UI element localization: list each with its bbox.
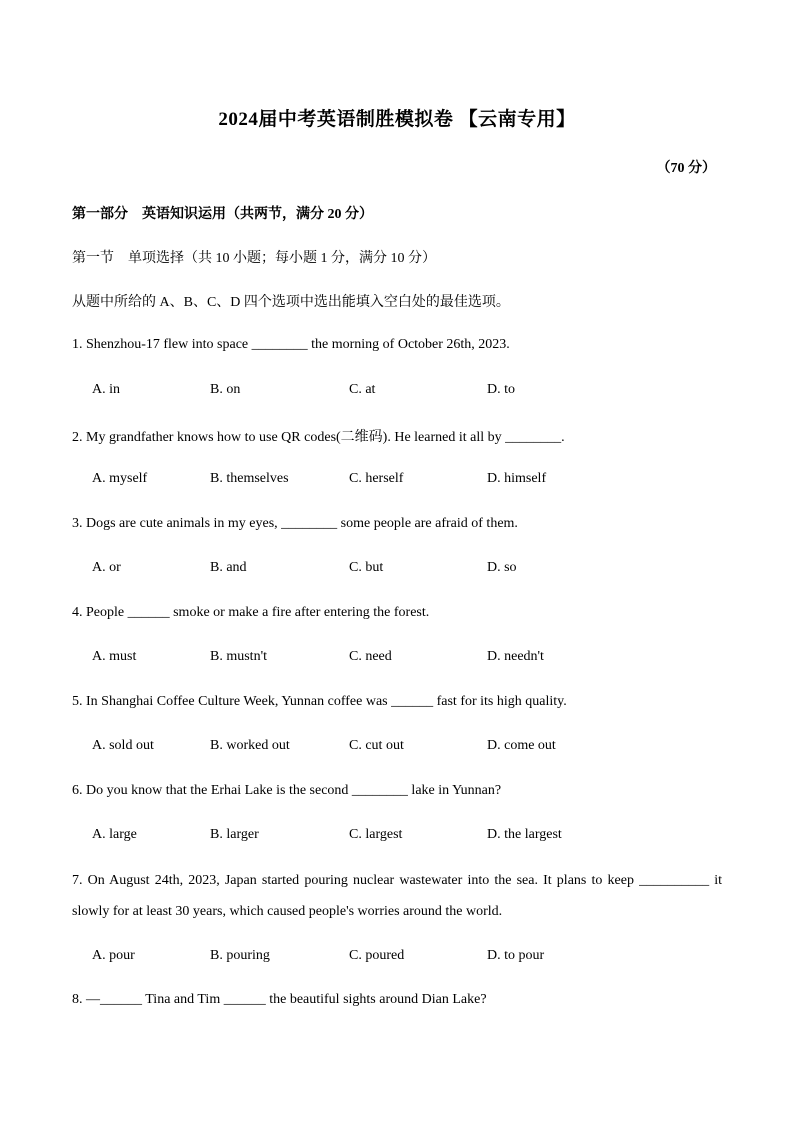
question-3-option-a: A. or	[92, 560, 121, 575]
question-5-option-b: B. worked out	[210, 738, 290, 753]
question-7-option-d: D. to pour	[487, 948, 545, 963]
question-2-option-b: B. themselves	[210, 471, 289, 486]
question-3-option-b: B. and	[210, 560, 247, 575]
question-6-stem: 6. Do you know that the Erhai Lake is the second ________ lake in Yunnan?	[72, 783, 502, 798]
question-2-stem: 2. My grandfather knows how to use QR codes(二维码). He learned it all by ________.	[72, 430, 565, 445]
section-one-heading: 第一节 单项选择（共 10 小题；每小题 1 分，满分 10 分）	[72, 251, 436, 266]
question-5-stem: 5. In Shanghai Coffee Culture Week, Yunnan coffee was ______ fast for its high quality.	[72, 694, 567, 709]
question-8-stem: 8. —______ Tina and Tim ______ the beautiful sights around Dian Lake?	[72, 992, 487, 1007]
question-3-option-c: C. but	[349, 560, 384, 575]
question-2-option-d: D. himself	[487, 471, 547, 486]
question-4-option-d: D. needn't	[487, 649, 544, 664]
question-6-option-b: B. larger	[210, 827, 259, 842]
question-3-stem: 3. Dogs are cute animals in my eyes, ________ some people are afraid of them.	[72, 516, 518, 531]
question-4-stem: 4. People ______ smoke or make a fire after entering the forest.	[72, 605, 430, 620]
question-6-option-d: D. the largest	[487, 827, 562, 842]
question-4-option-c: C. need	[349, 649, 392, 664]
question-2-option-a: A. myself	[92, 471, 148, 486]
question-1-option-a: A. in	[92, 382, 120, 397]
question-2-option-c: C. herself	[349, 471, 404, 486]
question-7-option-b: B. pouring	[210, 948, 270, 963]
question-4-option-b: B. mustn't	[210, 649, 267, 664]
question-7-option-c: C. poured	[349, 948, 405, 963]
question-1-option-c: C. at	[349, 382, 376, 397]
total-score: （70 分）	[656, 161, 716, 176]
question-1-stem: 1. Shenzhou-17 flew into space ________ the morning of October 26th, 2023.	[72, 337, 510, 352]
question-5-option-a: A. sold out	[92, 738, 154, 753]
question-3-option-d: D. so	[487, 560, 517, 575]
part-one-heading: 第一部分 英语知识运用（共两节，满分 20 分）	[72, 207, 373, 222]
question-7-stem: 7. On August 24th, 2023, Japan started pouring nuclear wastewater into the sea. It plans to keep __________ it slowly for at least 30 years, which caused people's worries around the world.	[72, 873, 722, 919]
question-1-option-d: D. to	[487, 382, 515, 397]
question-4-option-a: A. must	[92, 649, 137, 664]
instruction-text: 从题中所给的 A、B、C、D 四个选项中选出能填入空白处的最佳选项。	[72, 295, 510, 310]
question-5-option-c: C. cut out	[349, 738, 404, 753]
question-5-option-d: D. come out	[487, 738, 556, 753]
question-6-option-c: C. largest	[349, 827, 403, 842]
question-6-option-a: A. large	[92, 827, 137, 842]
question-7-option-a: A. pour	[92, 948, 135, 963]
question-1-option-b: B. on	[210, 382, 241, 397]
exam-title: 2024届中考英语制胜模拟卷 【云南专用】	[218, 109, 576, 130]
